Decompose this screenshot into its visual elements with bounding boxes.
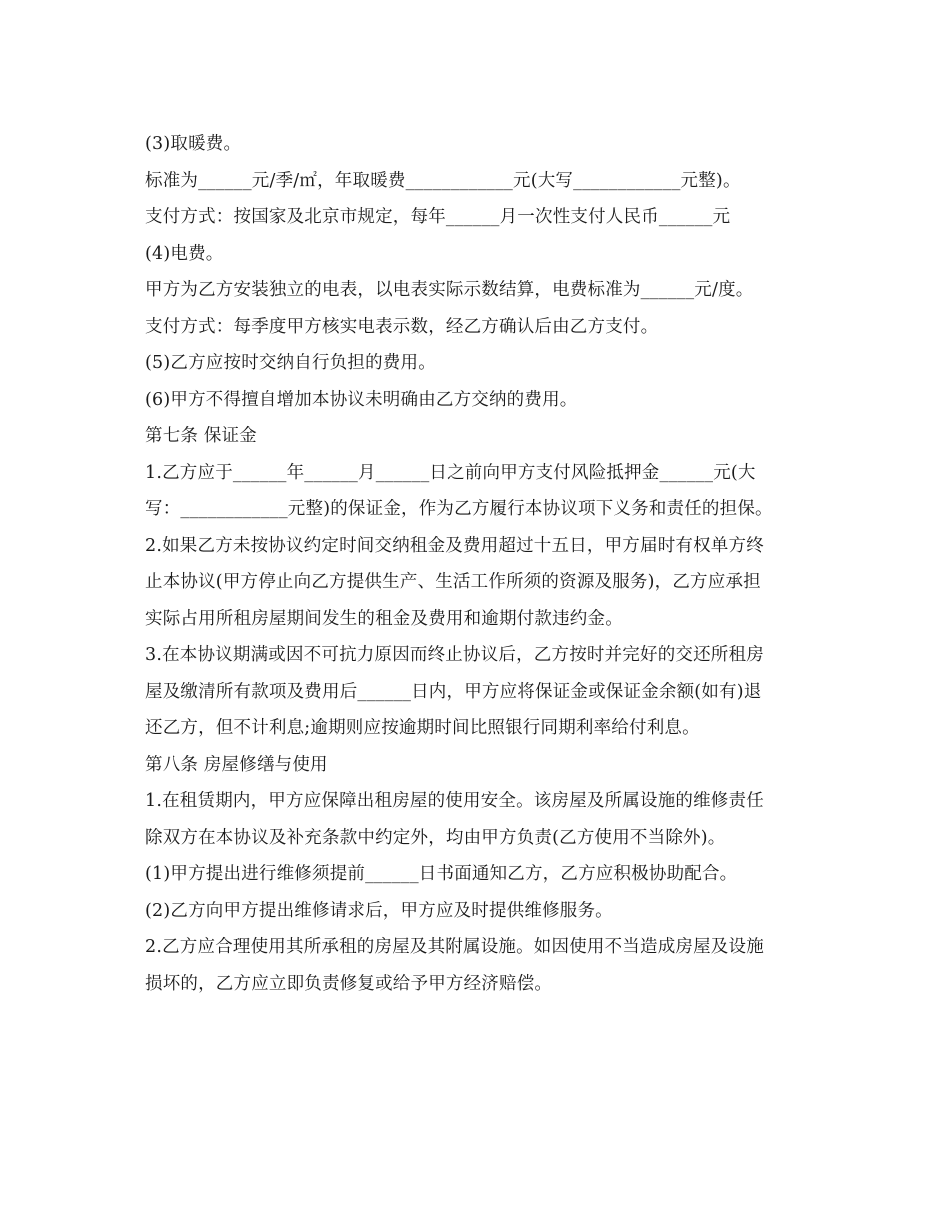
article-8-item-2-line-1: 2.乙方应合理使用其所承租的房屋及其附属设施。如因使用不当造成房屋及设施 [145, 937, 764, 957]
article-8-heading: 第八条 房屋修缮与使用 [145, 754, 328, 775]
heating-fee-standard: 标准为______元/季/㎡，年取暖费____________元(大写____________元整)。 [145, 170, 741, 191]
clause-6-text: (6)甲方不得擅自增加本协议未明确由乙方交纳的费用。 [145, 389, 578, 410]
article-7-item-2-line-1: 2.如果乙方未按协议约定时间交纳租金及费用超过十五日，甲方届时有权单方终 [145, 535, 764, 556]
article-8-item-2-line-2: 损坏的，乙方应立即负责修复或给予甲方经济赔偿。 [145, 973, 553, 994]
article-7-heading: 第七条 保证金 [145, 426, 257, 446]
electricity-payment-text: 支付方式：每季度甲方核实电表示数，经乙方确认后由乙方支付。 [145, 316, 659, 337]
article-7-item-3-line-3: 还乙方，但不计利息;逾期则应按逾期时间比照银行同期利率给付利息。 [145, 718, 700, 738]
article-7-item-3-line-1: 3.在本协议期满或因不可抗力原因而终止协议后，乙方按时并完好的交还所租房 [145, 645, 764, 665]
article-8-subitem-2: (2)乙方向甲方提出维修请求后，甲方应及时提供维修服务。 [145, 900, 613, 921]
article-7-item-2-line-3: 实际占用所租房屋期间发生的租金及费用和逾期付款违约金。 [145, 608, 623, 629]
electricity-meter-text: 甲方为乙方安装独立的电表，以电表实际示数结算，电费标准为______元/度。 [145, 280, 754, 300]
clause-electricity-heading: (4)电费。 [145, 243, 224, 264]
clause-heating-fee-heading: (3)取暖费。 [145, 134, 242, 154]
article-7-item-3-line-2: 屋及缴清所有款项及费用后______日内，甲方应将保证金或保证金余额(如有)退 [145, 681, 762, 702]
article-7-item-1-line-1: 1.乙方应于______年______月______日之前向甲方支付风险抵押金______元(大 [145, 462, 756, 483]
article-7-item-2-line-2: 止本协议(甲方停止向乙方提供生产、生活工作所须的资源及服务)，乙方应承担 [145, 572, 761, 592]
document-body [145, 126, 810, 1002]
article-7-item-1-line-2: 写：____________元整)的保证金，作为乙方履行本协议项下义务和责任的担保。 [145, 499, 773, 519]
article-8-subitem-1: (1)甲方提出进行维修须提前______日书面通知乙方，乙方应积极协助配合。 [145, 864, 738, 884]
article-8-item-1-line-2: 除双方在本协议及补充条款中约定外，均由甲方负责(乙方使用不当除外)。 [145, 827, 726, 848]
clause-5-text: (5)乙方应按时交纳自行负担的费用。 [145, 353, 436, 373]
heating-fee-payment: 支付方式：按国家及北京市规定，每年______月一次性支付人民币______元 [145, 207, 731, 227]
article-8-item-1-line-1: 1.在租赁期内，甲方应保障出租房屋的使用安全。该房屋及所属设施的维修责任 [145, 791, 764, 811]
